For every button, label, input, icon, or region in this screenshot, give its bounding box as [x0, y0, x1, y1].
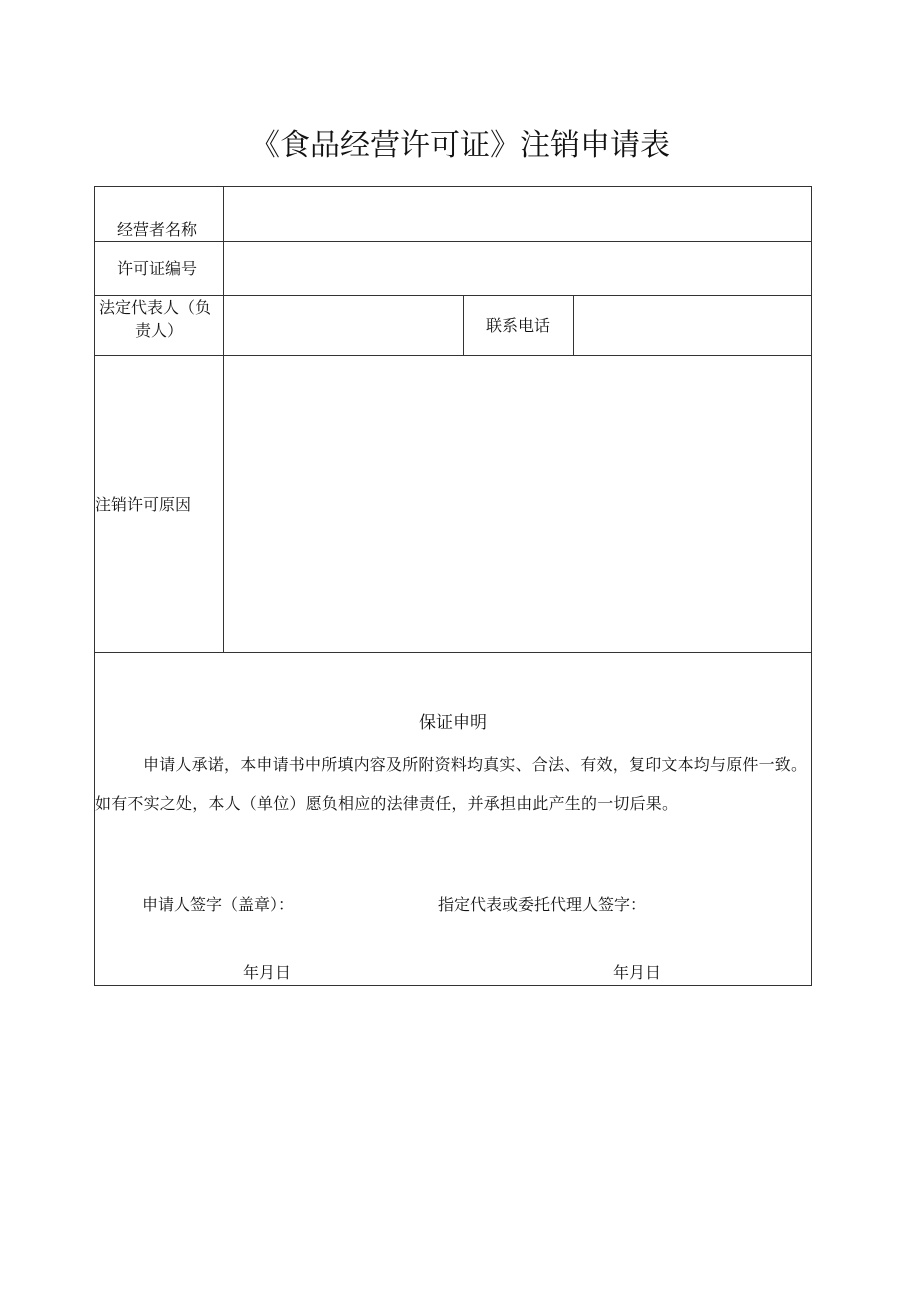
agent-signature-label: 指定代表或委托代理人签字：	[438, 895, 647, 914]
page-title: 《食品经营许可证》注销申请表	[250, 128, 670, 163]
operator-name-label: 经营者名称	[117, 220, 198, 239]
phone-label: 联系电话	[486, 316, 551, 335]
legal-rep-label-line1: 法定代表人（负	[99, 298, 212, 317]
license-number-field[interactable]	[224, 242, 811, 295]
reason-field[interactable]	[224, 356, 811, 652]
declaration-body: 申请人承诺，本申请书中所填内容及所附资料均真实、合法、有效，复印文本均与原件一致。如有不实之处，本人（单位）愿负相应的法律责任，并承担由此产生的一切后果。	[95, 755, 808, 813]
reason-label: 注销许可原因	[95, 495, 192, 514]
legal-rep-label-line2: 责人）	[135, 321, 184, 340]
column-divider	[463, 295, 464, 355]
cancellation-form	[94, 186, 812, 986]
declaration-title: 保证申明	[419, 713, 487, 733]
operator-name-field[interactable]	[224, 187, 811, 241]
applicant-date-label: 年月日	[243, 963, 292, 982]
row-divider	[95, 652, 811, 653]
phone-field[interactable]	[574, 296, 811, 355]
agent-date-label: 年月日	[613, 963, 662, 982]
applicant-signature-label: 申请人签字（盖章）：	[142, 895, 295, 914]
legal-rep-field[interactable]	[224, 296, 463, 355]
license-number-label: 许可证编号	[117, 259, 198, 278]
